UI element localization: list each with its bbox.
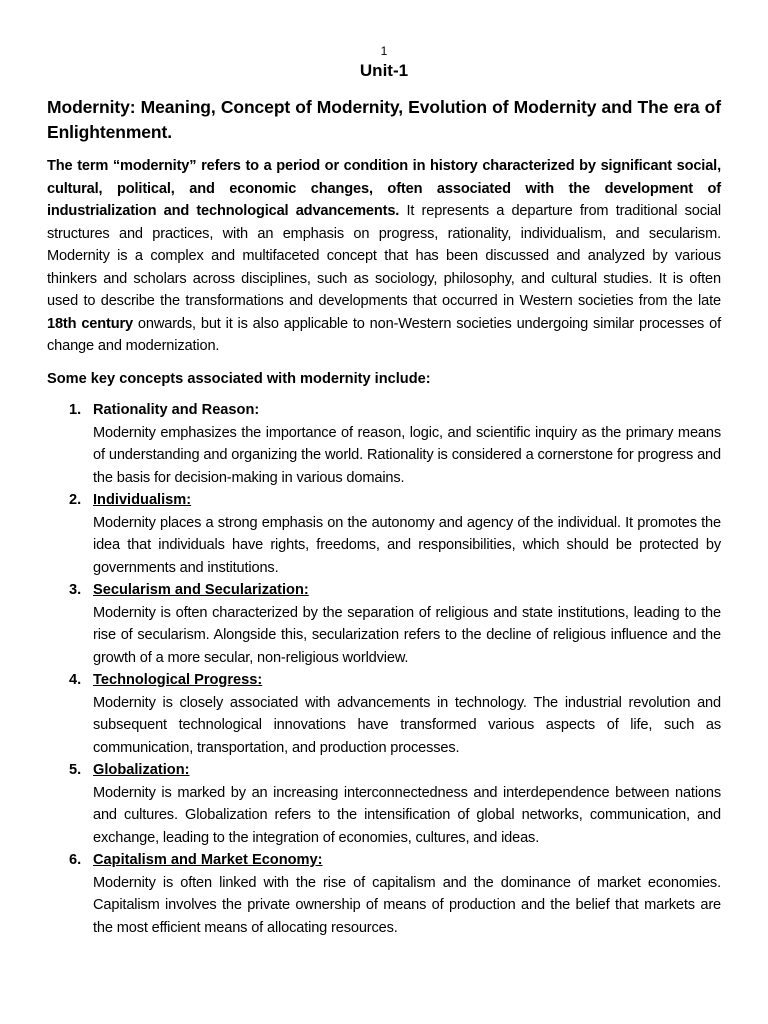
concepts-lead: Some key concepts associated with modernity include: xyxy=(47,371,431,387)
list-item xyxy=(47,759,721,849)
list-item-number: 6. xyxy=(69,852,82,868)
intro-paragraph xyxy=(47,155,721,358)
list-item xyxy=(47,579,721,669)
list-item-body: Modernity places a strong emphasis on the autonomy and agency of the individual. It promotes the idea that individuals have rights, freedoms, and responsibilities, which should be protected by governments and institutions. xyxy=(93,514,721,576)
list-item xyxy=(47,489,721,579)
intro-bold-opening: The term “modernity” refers to a period or condition in history characterized by significant social, cultural, political, and economic changes, often associated with the development of industrialization and technological advancements. xyxy=(47,158,721,219)
list-item-body: Modernity is often characterized by the separation of religious and state institutions, leading to the rise of secularism. Alongside this, secularization refers to the decline of religious influence and the growth of a more secular, non-religious worldview. xyxy=(93,604,721,666)
list-item xyxy=(47,849,721,939)
list-item-title: Globalization: xyxy=(93,762,190,778)
list-item-title: Secularism and Secularization: xyxy=(93,582,309,598)
list-item-title: Capitalism and Market Economy: xyxy=(93,852,323,868)
list-item xyxy=(47,669,721,759)
list-item-title: Technological Progress: xyxy=(93,672,263,688)
intro-text-1: It represents a departure from traditional social structures and practices, with an emphasis on progress, rationality, individualism, and secularism. Modernity is a complex and multifaceted concept that has been discussed and analyzed by various thinkers and scholars across disciplines, such as sociology, philosophy, and cultural studies. It is often used to describe the transformations and developments that occurred in Western societies from the late xyxy=(47,203,721,309)
list-item-body: Modernity is closely associated with advancements in technology. The industrial revolution and subsequent technological innovations have transformed various aspects of life, such as communication, transportation, and production processes. xyxy=(93,694,721,756)
list-item-body: Modernity emphasizes the importance of reason, logic, and scientific inquiry as the primary means of understanding and organizing the world. Rationality is considered a cornerstone for progress and the basis for decision-making in various domains. xyxy=(93,424,721,486)
page-number: 1 xyxy=(380,44,388,58)
list-item-title: Rationality and Reason: xyxy=(93,402,260,418)
list-item-number: 2. xyxy=(69,492,82,508)
list-item-number: 1. xyxy=(69,402,82,418)
intro-bold-century: 18th century xyxy=(47,315,133,332)
intro-text-2: onwards, but it is also applicable to non-Western societies undergoing similar processes of change and modernization. xyxy=(47,315,721,354)
list-item-number: 3. xyxy=(69,582,82,598)
list-item-body: Modernity is often linked with the rise of capitalism and the dominance of market economies. Capitalism involves the private ownership of means of production and the belief that markets are the most efficient means of allocating resources. xyxy=(93,874,721,936)
list-item-title: Individualism: xyxy=(93,492,192,508)
concepts-list xyxy=(47,399,721,939)
unit-title: Unit-1 xyxy=(359,61,409,80)
list-item-body: Modernity is marked by an increasing interconnectedness and interdependence between nations and cultures. Globalization refers to the intensification of global networks, communication, and exchange, leading to the integration of economies, cultures, and ideas. xyxy=(93,784,721,846)
list-item xyxy=(47,399,721,489)
page-heading: Modernity: Meaning, Concept of Modernity, Evolution of Modernity and The era of Enlightenment. xyxy=(47,97,721,142)
list-item-number: 5. xyxy=(69,762,82,778)
list-item-number: 4. xyxy=(69,672,82,688)
